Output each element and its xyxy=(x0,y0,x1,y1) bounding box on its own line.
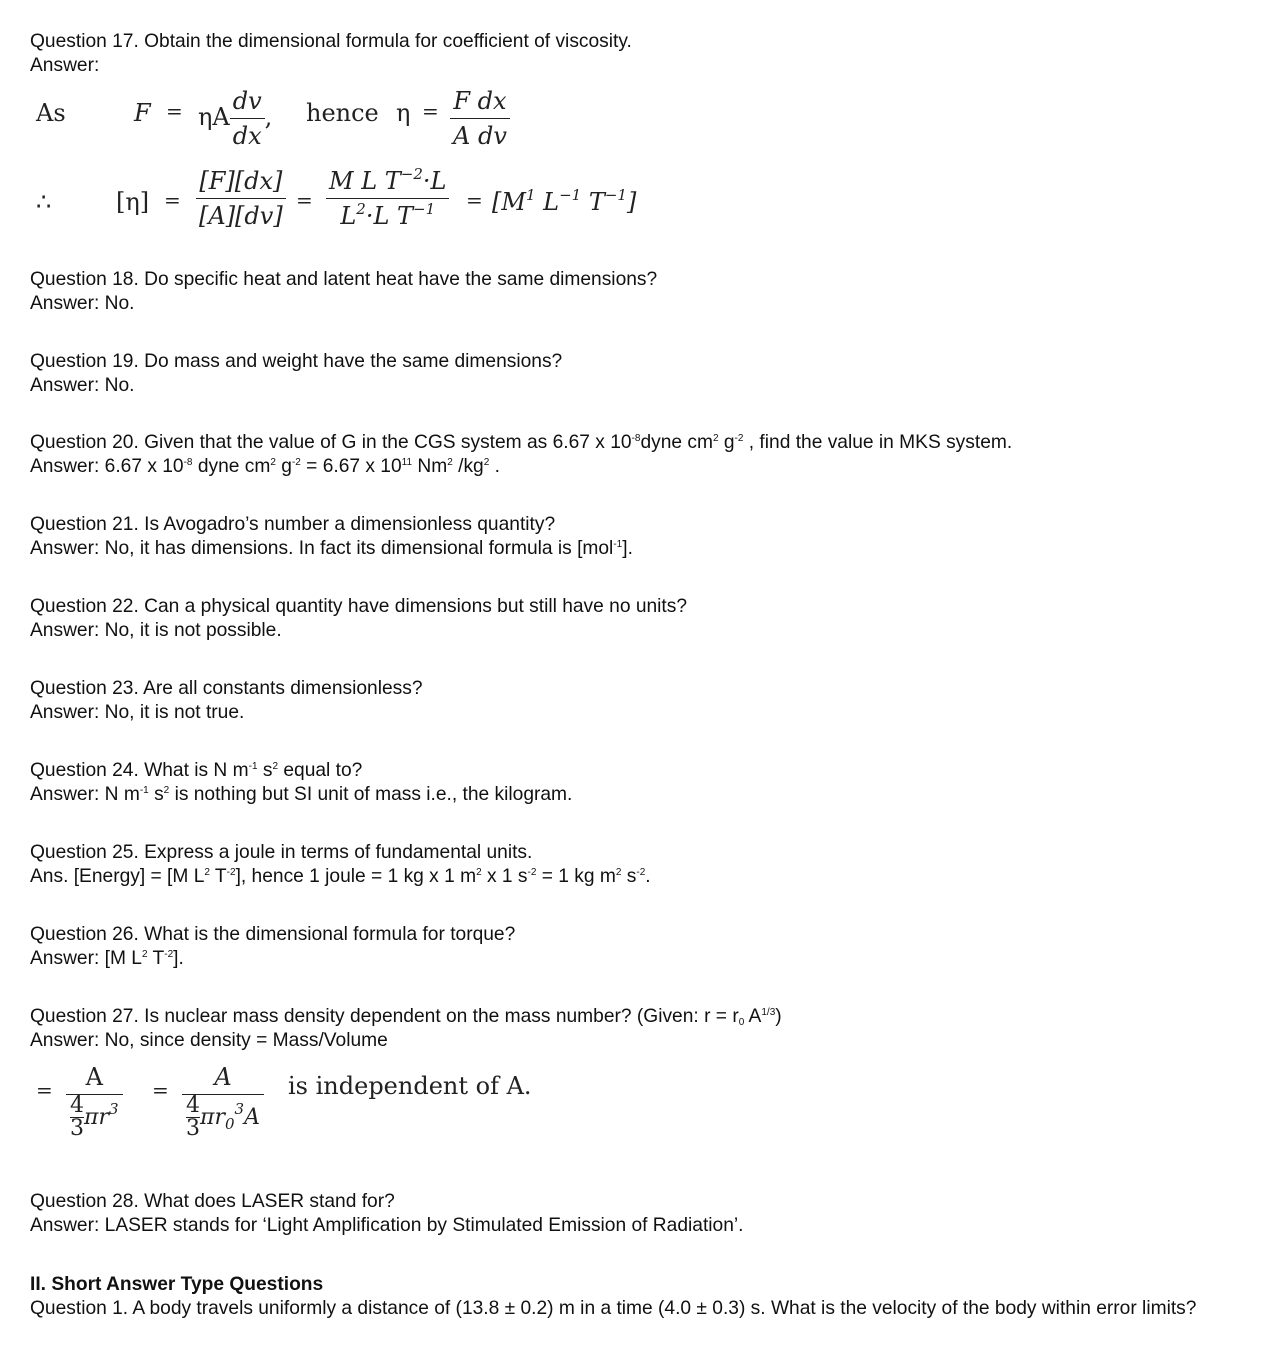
independent-text: is independent of A. xyxy=(288,1072,532,1100)
denominator: $L^2\cdot L$ $T^{-1}$ xyxy=(340,200,436,230)
q28-question: Question 28. What does LASER stand for? xyxy=(30,1191,395,1212)
q26-question: Question 26. What is the dimensional formula for torque? xyxy=(30,924,516,945)
q24-answer: Answer: N $m^{-1}$ $s^2$ is nothing but SI unit of mass i.e., the kilogram. xyxy=(30,784,573,805)
viscosity-dimension-result: [$M^1$ $L^{-1}$ $T^{-1}$] xyxy=(492,186,637,216)
q20-answer: Answer: 6.67 x $10^{-8}$ dyne $cm^2$ $g^{-2} = 6.67$ x $10^{11}$ Nm$^2$ $/kg^2$ . xyxy=(30,456,500,477)
q19-answer: Answer: No. xyxy=(30,375,135,396)
q25-answer: Ans. [Energy] = [M $L^2$ $T^{-2}$], hence 1 joule = 1 kg x 1 $m^2$ x 1 $s^{-2} = 1$ kg $m^2$ $s^{-2}$. xyxy=(30,866,651,887)
force-symbol: F xyxy=(134,99,151,127)
q27-question: Question 27. Is nuclear mass density dependent on the mass number? (Given: $r = r_0$ $A^{1/3}$) xyxy=(30,1006,782,1028)
q27-answer: Answer: No, since density = Mass/Volume xyxy=(30,1030,388,1051)
eta-symbol: η xyxy=(396,99,411,127)
q21-question: Question 21. Is Avogadro’s number a dimensionless quantity? xyxy=(30,514,556,535)
q18-answer: Answer: No. xyxy=(30,293,135,314)
hence-text: hence xyxy=(306,99,379,127)
fdx-adv-bracket-fraction xyxy=(196,164,286,233)
eta-a: ηA xyxy=(198,103,230,131)
adv: A dv xyxy=(453,122,507,150)
q28-answer: Answer: LASER stands for ‘Light Amplification by Stimulated Emission of Radiation’. xyxy=(30,1215,744,1236)
section2-q1: Question 1. A body travels uniformly a distance of (13.8 ± 0.2) m in a time (4.0 ± 0.3) s. What is the velocity of the body within error limits? xyxy=(30,1298,1197,1319)
numerator: A xyxy=(66,1060,123,1095)
q24-question: Question 24. What is N $m^{-1}$ $s^2$ equal to? xyxy=(30,760,363,781)
equals-sign: = xyxy=(164,188,181,212)
q22-answer: Answer: No, it is not possible. xyxy=(30,620,282,641)
equals-sign: = xyxy=(166,99,183,123)
q22-question: Question 22. Can a physical quantity have dimensions but still have no units? xyxy=(30,596,688,617)
denominator: $\frac{4}{3}$ $\pi r^3$ xyxy=(70,1093,119,1141)
q26-answer: Answer: [M $L^2$ $T^{-2}$]. xyxy=(30,948,184,969)
equals-sign: = xyxy=(296,188,313,212)
as-text: As xyxy=(36,99,66,127)
denominator: $\frac{4}{3}$ $\pi r_0^3A$ xyxy=(186,1093,260,1141)
dv: dv xyxy=(230,84,265,119)
density-fraction-1 xyxy=(66,1060,123,1140)
q18-question: Question 18. Do specific heat and latent heat have the same dimensions? xyxy=(30,269,658,290)
q25-question: Question 25. Express a joule in terms of fundamental units. xyxy=(30,842,533,863)
equals-sign: = xyxy=(466,188,483,212)
q17-question: Question 17. Obtain the dimensional formula for coefficient of viscosity. xyxy=(30,31,632,52)
fdx: F dx xyxy=(450,84,510,119)
q20-question: Question 20. Given that the value of G in the CGS system as 6.67 x $10^{-8}dyne$ $cm^2$ $g^{-2}$ , find the value in MKS system. xyxy=(30,432,1013,453)
comma: , xyxy=(264,103,273,131)
q19-question: Question 19. Do mass and weight have the same dimensions? xyxy=(30,351,563,372)
eta-a-dvdx xyxy=(198,84,272,153)
q23-question: Question 23. Are all constants dimensionless? xyxy=(30,678,423,699)
dx: dx xyxy=(232,122,262,150)
fdx-adv-fraction xyxy=(450,84,510,153)
eta-bracket: [η] xyxy=(116,188,150,216)
numerator: [F][dx] xyxy=(196,164,286,199)
denominator: [A][dv] xyxy=(199,202,283,230)
equals-sign: = xyxy=(152,1078,169,1102)
equals-sign: = xyxy=(422,99,439,123)
q21-answer: Answer: No, it has dimensions. In fact its dimensional formula is [mol$^{-1}$]. xyxy=(30,538,633,559)
section-heading: II. Short Answer Type Questions xyxy=(30,1274,324,1295)
numerator: M L $T^{-2}\cdot L$ xyxy=(326,164,449,199)
q23-answer: Answer: No, it is not true. xyxy=(30,702,245,723)
equals-sign: = xyxy=(36,1078,53,1102)
numerator: A xyxy=(182,1060,264,1095)
dv-dx-fraction xyxy=(230,84,265,153)
density-fraction-2 xyxy=(182,1060,264,1140)
therefore-symbol: ∴ xyxy=(36,188,52,216)
mlt-fraction xyxy=(326,164,449,233)
q17-answer-label: Answer: xyxy=(30,55,100,76)
